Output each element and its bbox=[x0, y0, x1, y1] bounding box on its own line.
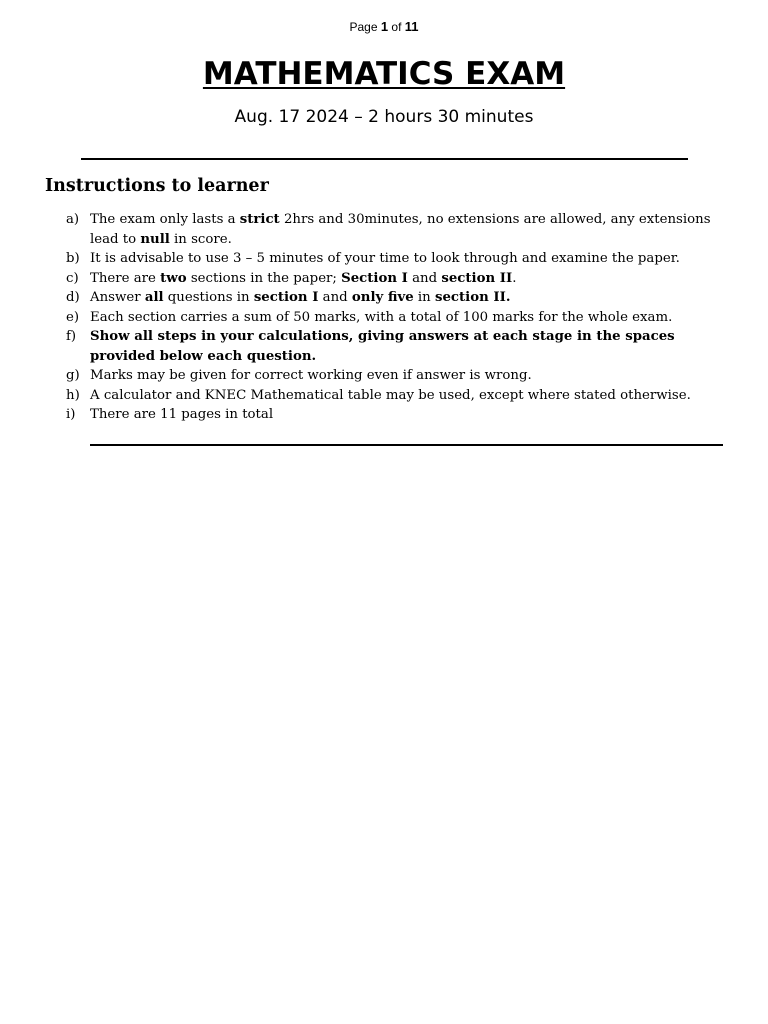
instruction-item bbox=[66, 366, 728, 386]
instruction-text-bold: section II. bbox=[434, 290, 511, 305]
instruction-marker: i) bbox=[66, 407, 76, 422]
page-total: 11 bbox=[404, 19, 419, 34]
instruction-text-run: It is advisable to use 3 – 5 minutes of your time to look through and examine the paper. bbox=[90, 251, 680, 266]
instruction-text-bold: Show all steps in your calculations, giving answers at each stage in the spaces provided below each question. bbox=[90, 329, 675, 364]
instruction-item bbox=[66, 288, 728, 308]
instruction-text bbox=[90, 366, 728, 386]
instruction-marker: c) bbox=[66, 270, 79, 286]
instruction-marker: e) bbox=[66, 309, 80, 325]
page-of-label: of bbox=[391, 20, 402, 34]
instruction-text bbox=[90, 210, 728, 249]
instruction-text bbox=[90, 327, 728, 366]
instruction-text-bold: two bbox=[160, 270, 187, 286]
instruction-text-run: Marks may be given for correct working even if answer is wrong. bbox=[90, 368, 532, 383]
instructions-heading: Instructions to learner bbox=[45, 176, 269, 196]
instruction-text bbox=[90, 269, 728, 289]
instruction-text-run: There are 11 pages in total bbox=[90, 407, 274, 422]
instruction-text bbox=[90, 308, 728, 328]
page-label: Page bbox=[349, 20, 378, 34]
instruction-text-run: questions in bbox=[163, 290, 254, 305]
instruction-marker: f) bbox=[66, 329, 77, 344]
instruction-item bbox=[66, 308, 728, 328]
title-divider bbox=[81, 158, 688, 160]
instruction-text-bold: strict bbox=[239, 212, 280, 227]
instruction-text-run: in bbox=[413, 290, 435, 305]
instruction-text-run: 2hrs and 30minutes, no extensions are allowed, any extensions lead to bbox=[90, 212, 711, 247]
instruction-text-bold: only five bbox=[351, 290, 414, 305]
instruction-text-run: Answer bbox=[90, 290, 145, 305]
instructions-divider bbox=[90, 444, 723, 446]
instruction-text-run: A calculator and KNEC Mathematical table may be used, except where stated otherwise. bbox=[90, 387, 691, 403]
instruction-marker: a) bbox=[66, 212, 80, 227]
page-number-header bbox=[0, 19, 768, 35]
instruction-marker: h) bbox=[66, 387, 80, 403]
instruction-text-run: in score. bbox=[169, 231, 232, 247]
instruction-text-run: . bbox=[512, 270, 517, 286]
instruction-text bbox=[90, 249, 728, 269]
page-current: 1 bbox=[380, 19, 389, 34]
instruction-text-run: There are bbox=[90, 270, 161, 286]
instruction-item bbox=[66, 249, 728, 269]
instruction-marker: b) bbox=[66, 251, 80, 266]
instruction-text-bold: section II bbox=[441, 270, 513, 286]
instruction-text-run: The exam only lasts a bbox=[90, 212, 240, 227]
instruction-item bbox=[66, 405, 728, 425]
instruction-text-run: sections in the paper; bbox=[186, 270, 342, 286]
exam-date-duration: Aug. 17 2024 – 2 hours 30 minutes bbox=[234, 107, 534, 127]
instruction-text bbox=[90, 288, 728, 308]
instruction-item bbox=[66, 327, 728, 366]
instruction-text-bold: null bbox=[140, 231, 170, 247]
instruction-text bbox=[90, 386, 728, 406]
instruction-marker: d) bbox=[66, 290, 80, 305]
instruction-item bbox=[66, 386, 728, 406]
instruction-item bbox=[66, 269, 728, 289]
instructions-list bbox=[66, 210, 728, 425]
instruction-item bbox=[66, 210, 728, 249]
instruction-marker: g) bbox=[66, 368, 80, 383]
instruction-text-bold: all bbox=[144, 290, 164, 305]
exam-title: MATHEMATICS EXAM bbox=[202, 56, 566, 92]
instruction-text-bold: Section I bbox=[341, 270, 408, 286]
instruction-text-run: Each section carries a sum of 50 marks, with a total of 100 marks for the whole exam. bbox=[90, 309, 673, 325]
instruction-text-run: and bbox=[407, 270, 442, 286]
instruction-text-bold: section I bbox=[253, 290, 319, 305]
instruction-text-run: and bbox=[318, 290, 352, 305]
instruction-text bbox=[90, 405, 728, 425]
